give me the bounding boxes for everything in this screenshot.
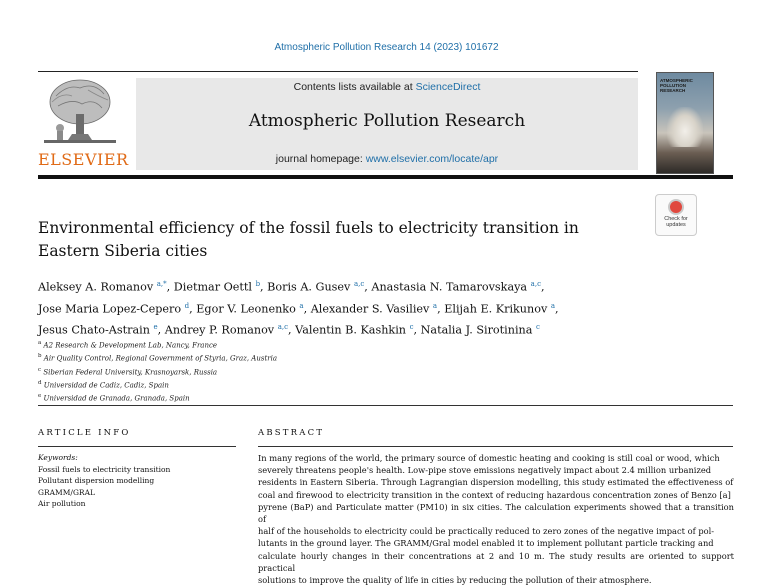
- affiliation-mark: b: [38, 353, 42, 360]
- article-title: [38, 217, 638, 263]
- author-name[interactable]: Aleksey A. Romanov: [38, 280, 154, 294]
- sciencedirect-link[interactable]: ScienceDirect: [415, 81, 481, 93]
- author-affiliation-mark[interactable]: d: [184, 301, 190, 310]
- keywords-block: [38, 452, 238, 510]
- author-name[interactable]: Alexander S. Vasiliev: [310, 302, 430, 316]
- elsevier-wordmark: ELSEVIER: [38, 150, 129, 169]
- abstract-line: In many regions of the world, the primary source of domestic heating and cooking is still coal or wood, which: [258, 453, 720, 463]
- affiliation-text: Universidad de Granada, Granada, Spain: [43, 394, 190, 403]
- check-updates-line2: updates: [666, 222, 686, 228]
- journal-cover-image: [656, 72, 714, 174]
- section-rule: [38, 405, 733, 406]
- abstract-line: solutions to improve the quality of life in cities by reducing the pollution of their atmosphere.: [258, 575, 652, 586]
- homepage-line: [136, 153, 638, 165]
- abstract-line: lutants in the ground layer. The GRAMM/Gral model enabled it to implement pollutant particle tracking and: [258, 538, 714, 549]
- article-info-heading: ARTICLE INFO: [38, 428, 131, 438]
- affiliation-item: [38, 338, 438, 351]
- contents-prefix: Contents lists available at: [293, 81, 416, 93]
- affiliation-mark: d: [38, 379, 42, 386]
- author-line3: Jesus Chato-Astrain $^e$, Andrey P. Romanov $^{a,c}$, Valentin B. Kashkin $^c$, Natalia J. Sirotinina $^c$: [38, 323, 540, 338]
- journal-citation[interactable]: Atmospheric Pollution Research 14 (2023) 101672: [274, 42, 499, 53]
- header-rule: [38, 71, 638, 72]
- author-name[interactable]: Elijah E. Krikunov: [444, 302, 548, 316]
- affiliation-item: [38, 351, 438, 364]
- author-affiliation-mark[interactable]: a: [550, 301, 556, 310]
- author-name[interactable]: Egor V. Leonenko: [196, 302, 296, 316]
- affiliation-item: [38, 365, 438, 378]
- author-list: [38, 275, 678, 340]
- affiliation-mark: c: [38, 366, 42, 373]
- author-name[interactable]: Natalia J. Sirotinina: [420, 324, 533, 338]
- keywords-label: Keywords:: [38, 453, 78, 462]
- author-affiliation-mark[interactable]: a,c: [277, 323, 289, 332]
- abstract-body: [258, 452, 734, 586]
- journal-title: Atmospheric Pollution Research: [248, 111, 526, 131]
- author-name[interactable]: Dietmar Oettl: [173, 280, 252, 294]
- keyword-item: Fossil fuels to electricity transition: [38, 464, 171, 474]
- bookmark-icon: [668, 199, 684, 215]
- homepage-link[interactable]: www.elsevier.com/locate/apr: [365, 153, 499, 165]
- author-line1: Aleksey A. Romanov $^{a,*}$, Dietmar Oettl $^b$, Boris A. Gusev $^{a,c}$, Anastasia N. Tamarovskaya $^{a,c}$,: [38, 280, 545, 294]
- affiliation-mark: e: [38, 393, 42, 400]
- author-name[interactable]: Jesus Chato-Astrain: [38, 324, 150, 338]
- author-name[interactable]: Valentin B. Kashkin: [295, 324, 406, 338]
- affiliation-text: Siberian Federal University, Krasnoyarsk, Russia: [43, 367, 218, 376]
- affiliation-item: [38, 391, 438, 404]
- contents-line: [136, 81, 638, 93]
- affiliation-mark: a: [38, 340, 42, 346]
- keyword-item: Pollutant dispersion modelling: [38, 476, 155, 485]
- author-name[interactable]: Andrey P. Romanov: [164, 324, 275, 338]
- cover-title: ATMOSPHERIC POLLUTION RESEARCH: [660, 78, 693, 93]
- journal-banner: [136, 78, 638, 170]
- author-affiliation-mark[interactable]: a: [432, 301, 438, 310]
- affiliation-text: Air Quality Control, Regional Government of Styria, Graz, Austria: [43, 354, 278, 363]
- homepage-prefix: journal homepage:: [275, 153, 366, 165]
- header-thick-rule: [38, 175, 733, 179]
- affiliation-text: Universidad de Cadiz, Cadiz, Spain: [43, 381, 169, 390]
- author-name[interactable]: Anastasia N. Tamarovskaya: [371, 280, 528, 294]
- author-name[interactable]: Boris A. Gusev: [267, 280, 351, 294]
- article-info-rule: [38, 446, 236, 447]
- affiliation-text: A2 Research & Development Lab, Nancy, France: [43, 341, 218, 350]
- author-name[interactable]: Jose Maria Lopez-Cepero: [38, 302, 182, 316]
- affiliation-item: [38, 378, 438, 391]
- cover-smoke-plume: [667, 107, 703, 147]
- article-title-line1: Environmental efficiency of the fossil fuels to electricity transition in: [38, 219, 579, 237]
- author-affiliation-mark[interactable]: e: [153, 323, 158, 332]
- author-affiliation-mark[interactable]: c: [409, 323, 414, 332]
- affiliation-list: [38, 338, 438, 405]
- author-line2: Jose Maria Lopez-Cepero $^d$, Egor V. Leonenko $^a$, Alexander S. Vasiliev $^a$, Elijah E. Krikunov $^a$,: [38, 301, 559, 316]
- author-affiliation-mark[interactable]: a: [299, 301, 304, 310]
- abstract-heading: ABSTRACT: [258, 428, 325, 438]
- author-affiliation-mark[interactable]: a,*: [156, 280, 167, 288]
- author-affiliation-mark[interactable]: a,c: [530, 280, 541, 288]
- article-title-line2: Eastern Siberia cities: [38, 242, 208, 260]
- author-affiliation-mark[interactable]: a,c: [353, 280, 365, 288]
- abstract-line: pyrene (BaP) and Particulate matter (PM10) in six cities. The calculation experiments showed that a transition of: [258, 501, 734, 525]
- check-for-updates-label: [656, 216, 696, 228]
- keyword-item: GRAMM/GRAL: [38, 487, 95, 497]
- abstract-line: residents in Eastern Siberia. Through Lagrangian dispersion modelling, this study estimated the effectiveness of: [258, 477, 734, 488]
- abstract-line: coal and firewood to electricity transition in the context of reducing hazardous concentration zones of Benzo [a]: [258, 489, 731, 500]
- abstract-line: calculate hourly changes in their concentrations at 2 and 10 m. The study results are oriented to support practical: [258, 550, 734, 573]
- abstract-line: severely threatens people's health. Low-pipe stove emissions negatively impact about 2.4 million urbanized: [258, 465, 712, 476]
- keyword-item: Air pollution: [38, 499, 86, 508]
- author-affiliation-mark[interactable]: b: [255, 280, 261, 288]
- abstract-rule: [258, 446, 733, 447]
- check-for-updates-button[interactable]: [655, 194, 697, 236]
- author-affiliation-mark[interactable]: c: [535, 323, 540, 332]
- abstract-line: half of the households to electricity could be practically reduced to zero zones of the negative impact of pol-: [258, 526, 715, 537]
- check-updates-line1: Check for: [664, 216, 688, 222]
